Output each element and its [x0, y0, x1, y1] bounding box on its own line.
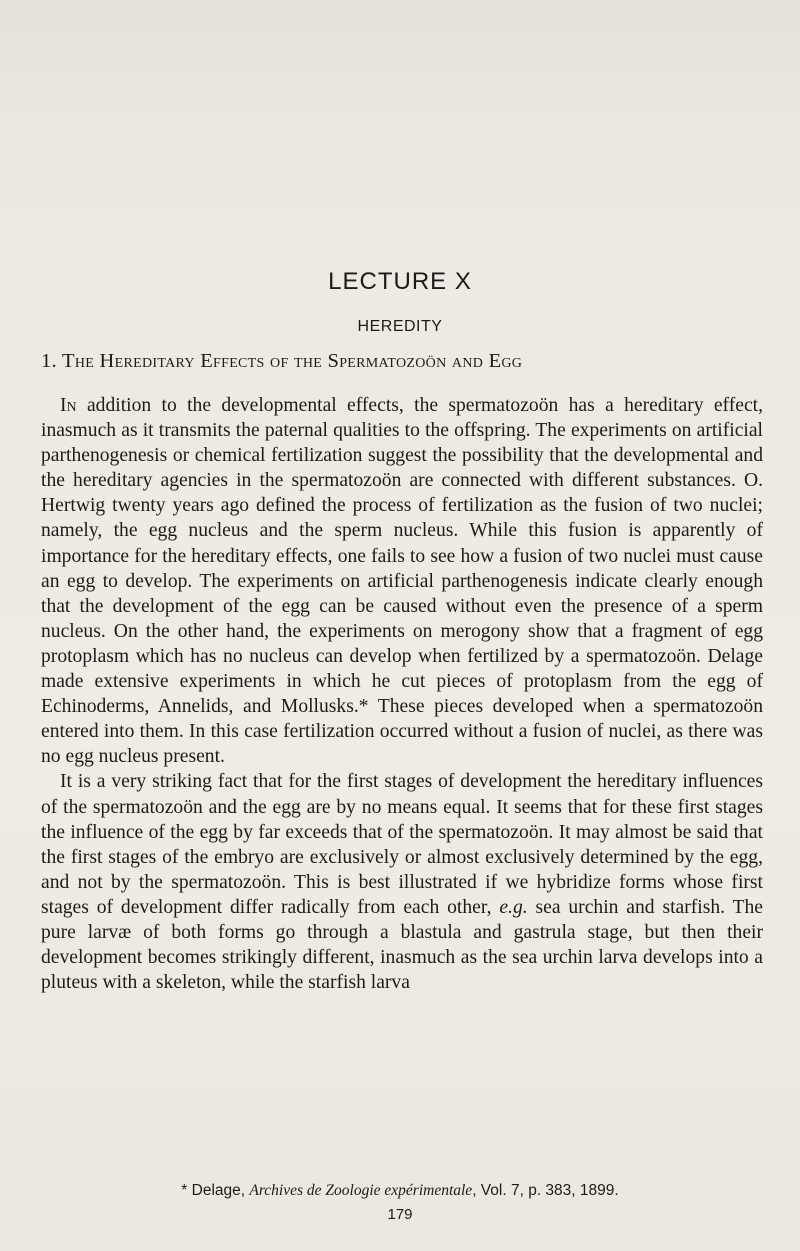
page-number: 179	[387, 1206, 413, 1223]
footnote-prefix: * Delage,	[181, 1182, 250, 1199]
paragraph-1-lead-in: In	[60, 395, 77, 416]
paragraph-2-text-before: It is a very striking fact that for the first stages of development the hereditary influences of the spermatozoön and the egg are by no means equal. It seems that for these first stages the influence of the egg by far exceeds that of the spermatozoön. It may almost be said that the first stages of the embryo are exclusively or almost exclusively determined by the egg, and not by the spermatozoön. This is best illustrated if we hybridize forms whose first stages of development differ radically from each other,	[41, 771, 763, 918]
footnote-journal: Archives de Zoologie expérimentale	[249, 1182, 473, 1199]
footnote	[0, 1182, 800, 1200]
paragraph-1-text: addition to the developmental effects, the spermatozoön has a hereditary effect, inasmuch as it transmits the paternal qualities to the offspring. The experiments on artificial parthenogenesis or chemical fertilization suggest the possibility that the developmental and the hereditary agencies in the spermatozoön are connected with different substances. O. Hertwig twenty years ago defined the process of fertilization as the fusion of two nuclei; namely, the egg nucleus and the sperm nucleus. While this fusion is apparently of importance for the hereditary effects, one fails to see how a fusion of two nuclei must cause an egg to develop. The experiments on artificial parthenogenesis indicate clearly enough that the development of the egg can be caused without even the presence of a sperm nucleus. On the other hand, the experiments on merogony show that a fragment of egg protoplasm which has no nucleus can develop when fertilized by a spermatozoön. Delage made extensive experiments in which he cut pieces of protoplasm from the egg of Echinoderms, Annelids, and Mollusks.* These pieces developed when a spermatozoön entered into them. In this case fertilization occurred without a fusion of nuclei, as there was no egg nucleus present.	[41, 395, 763, 768]
paragraph-2	[41, 769, 763, 995]
footnote-suffix: , Vol. 7, p. 383, 1899.	[472, 1182, 619, 1199]
subheading: 1. The Hereditary Effects of the Spermatozoön and Egg	[41, 350, 523, 372]
body-text	[41, 393, 763, 995]
paragraph-2-text-after: sea urchin and starfish. The pure larvæ of both forms go through a blastula and gastrula stage, but then their development becomes strikingly different, inasmuch as the sea urchin larva develops into a pluteus with a skeleton, while the starfish larva	[41, 896, 763, 994]
section-title: HEREDITY	[357, 318, 443, 335]
paragraph-1	[41, 393, 763, 769]
paragraph-2-abbreviation: e.g.	[499, 896, 528, 918]
lecture-title: LECTURE X	[328, 268, 472, 295]
